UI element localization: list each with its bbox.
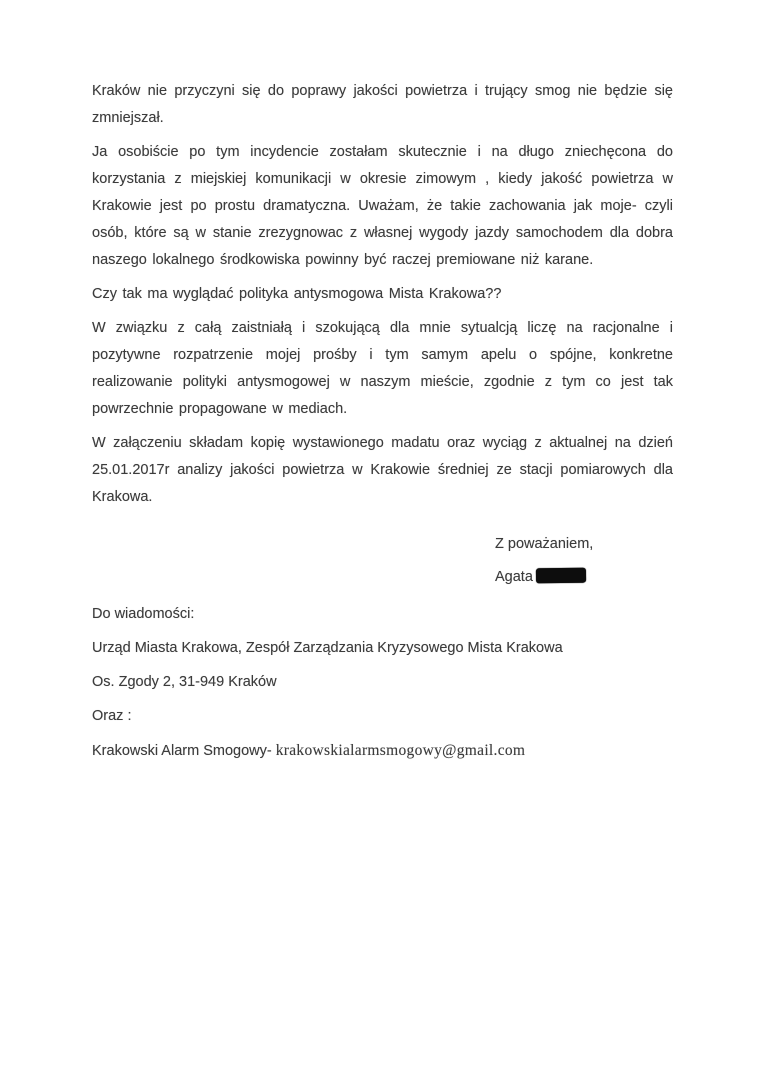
letter-body xyxy=(92,78,673,772)
signature-block xyxy=(495,531,673,591)
paragraph-personal-experience: Ja osobiście po tym incydencie zostałam skutecznie i na długo zniechęcona do korzystania z miejskiej komunikacji w okresie zimowym , kiedy jakość powietrza w Krakowie jest po prostu dramatyczna. Uważam, że takie zachowania jak moje- czyli osób, które są w stanie zrezygnowac z własnej wygody jazdy samochodem dla dobra naszego lokalnego środkowiska powinny być raczej premiowane niż karane. xyxy=(92,144,673,268)
closing-salutation: Z poważaniem, xyxy=(495,536,594,552)
cc-line-office: Urząd Miasta Krakowa, Zespół Zarządzania Kryzysowego Mista Krakowa xyxy=(92,640,563,656)
cc-recipient-email: krakowskialarmsmogowy@gmail.com xyxy=(275,742,526,759)
paragraph-air-quality: Kraków nie przyczyni się do poprawy jakości powietrza i trujący smog nie będzie się zmniejszał. xyxy=(92,83,673,126)
signature-name-line xyxy=(495,564,673,591)
paragraph-attachments: W załączeniu składam kopię wystawionego madatu oraz wyciąg z aktualnej na dzień 25.01.2017r analizy jakości powietrza w Krakowie średniej ze stacji pomiarowych dla Krakowa. xyxy=(92,435,673,505)
signature-first-name: Agata xyxy=(495,569,533,585)
cc-recipient-name: Krakowski Alarm Smogowy- xyxy=(92,743,276,759)
cc-recipient-line xyxy=(92,737,673,765)
cc-line-oraz: Oraz : xyxy=(92,708,132,724)
cc-line-address: Os. Zgody 2, 31-949 Kraków xyxy=(92,674,277,690)
cc-block xyxy=(92,601,673,765)
redaction-box xyxy=(536,568,586,584)
cc-label: Do wiadomości: xyxy=(92,606,195,622)
paragraph-question: Czy tak ma wyglądać polityka antysmogowa Mista Krakowa?? xyxy=(92,286,502,302)
paragraph-appeal: W związku z całą zaistniałą i szokującą dla mnie sytualcją liczę na racjonalne i pozytywne rozpatrzenie mojej prośby i tym samym apelu o spójne, konkretne realizowanie polityki antysmogowej w naszym mieście, zgodnie z tym co jest tak powrzechnie propagowane w mediach. xyxy=(92,320,673,417)
